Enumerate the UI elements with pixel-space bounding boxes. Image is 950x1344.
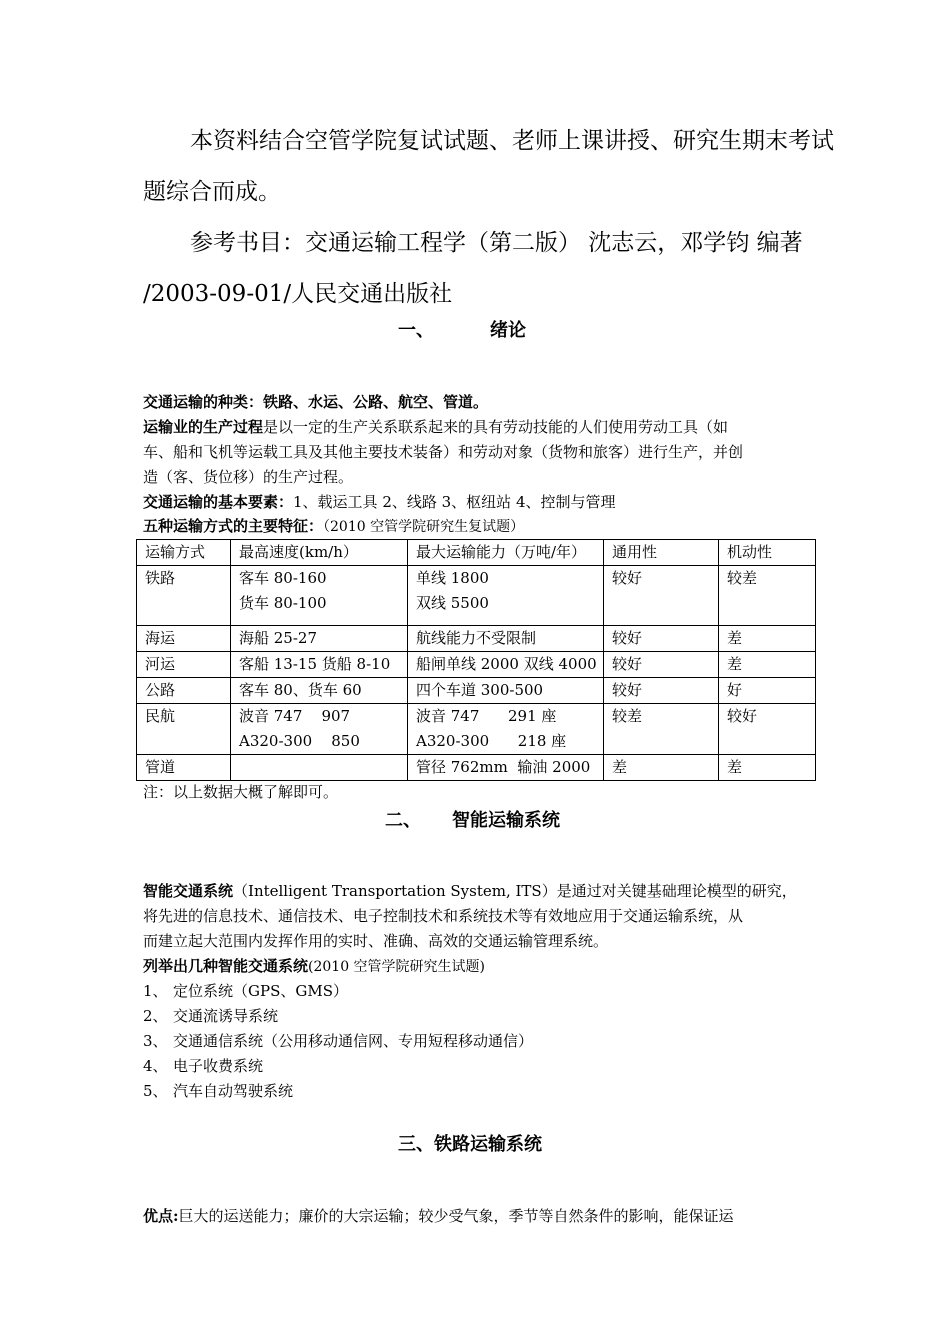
list-item	[143, 1004, 278, 1029]
table-cell-speed	[231, 755, 408, 781]
table-cell-mobility: 差	[719, 626, 816, 652]
table-row	[137, 566, 816, 626]
table-cell-speed	[231, 704, 408, 755]
table-cell-capacity	[408, 704, 604, 755]
section-1-title: 绪论	[490, 320, 526, 341]
list-number: 5、	[143, 1082, 168, 1100]
production-process-paragraph	[143, 415, 811, 490]
features-label: 五种运输方式的主要特征：	[143, 517, 324, 535]
table-note: 注：以上数据大概了解即可。	[143, 783, 339, 801]
list-item	[143, 979, 348, 1004]
list-number: 2、	[143, 1007, 168, 1025]
transport-types	[143, 390, 811, 415]
table-header-cell: 最高速度(km/h）	[231, 540, 408, 566]
railway-advantages-label: 优点:	[143, 1207, 179, 1225]
its-paragraph	[143, 879, 811, 954]
cell-line: 波音 747 291 座	[416, 707, 557, 725]
list-item	[143, 1029, 533, 1054]
list-number: 3、	[143, 1032, 168, 1050]
table-cell-mode: 铁路	[137, 566, 231, 626]
list-number: 4、	[143, 1057, 168, 1075]
its-label: 智能交通系统	[143, 882, 234, 900]
production-process-line-1: 是以一定的生产关系联系起来的具有劳动技能的人们使用劳动工具（如	[263, 418, 729, 436]
table-cell-general: 较好	[604, 652, 719, 678]
section-2-number: 二、	[385, 810, 421, 831]
features-note: （2010 空管学院研究生复试题）	[323, 519, 525, 535]
table-row	[137, 626, 816, 652]
cell-line: 双线 5500	[416, 594, 489, 612]
list-text: 汽车自动驾驶系统	[173, 1082, 294, 1100]
table-cell-mobility: 较好	[719, 704, 816, 755]
cell-line: A320-300 850	[239, 732, 360, 750]
table-cell-speed: 客船 13-15 货船 8-10	[231, 652, 408, 678]
section-2-title: 智能运输系统	[452, 810, 560, 831]
features-heading	[143, 514, 811, 540]
table-row	[137, 678, 816, 704]
its-list-note: (2010 空管学院研究生试题)	[308, 959, 486, 975]
railway-advantages-text: 巨大的运送能力；廉价的大宗运输；较少受气象，季节等自然条件的影响，能保证运	[178, 1207, 734, 1225]
table-cell-speed: 海船 25-27	[231, 626, 408, 652]
table-header-cell: 运输方式	[137, 540, 231, 566]
its-list-label: 列举出几种智能交通系统	[143, 957, 309, 975]
section-1-number: 一、	[398, 320, 434, 341]
its-line-1: （Intelligent Transportation System, ITS）是通过对关键基础理论模型的研究，	[233, 882, 797, 900]
railway-advantages	[143, 1204, 811, 1229]
production-process-label: 运输业的生产过程	[143, 418, 264, 436]
table-cell-mode: 民航	[137, 704, 231, 755]
cell-line: 波音 747 907	[239, 707, 351, 725]
intro-line-4: /2003-09-01/人民交通出版社	[143, 281, 453, 307]
list-text: 定位系统（GPS、GMS）	[173, 982, 348, 1000]
its-line-2: 将先进的信息技术、通信技术、电子控制技术和系统技术等有效地应用于交通运输系统，从	[143, 907, 744, 925]
table-cell-mode: 河运	[137, 652, 231, 678]
intro-line-1: 本资料结合空管学院复试试题、老师上课讲授、研究生期末考试	[190, 128, 834, 154]
list-number: 1、	[143, 982, 168, 1000]
basic-elements-label: 交通运输的基本要素：	[143, 493, 294, 511]
table-cell-general: 较好	[604, 678, 719, 704]
table-cell-capacity: 管径 762mm 输油 2000	[408, 755, 604, 781]
table-cell-mode: 管道	[137, 755, 231, 781]
transport-types-text: 交通运输的种类：铁路、水运、公路、航空、管道。	[143, 393, 489, 411]
table-cell-capacity: 四个车道 300-500	[408, 678, 604, 704]
intro-line-3: 参考书目：交通运输工程学（第二版） 沈志云，邓学钧 编著	[190, 230, 803, 256]
table-row	[137, 652, 816, 678]
cell-line: 单线 1800	[416, 569, 489, 587]
table-cell-general: 较好	[604, 626, 719, 652]
intro-line-2: 题综合而成。	[143, 179, 281, 205]
table-cell-mobility: 好	[719, 678, 816, 704]
list-text: 电子收费系统	[173, 1057, 264, 1075]
table-cell-mobility: 较差	[719, 566, 816, 626]
cell-line: A320-300 218 座	[416, 732, 567, 750]
cell-line: 客车 80-160	[239, 569, 327, 587]
list-text: 交通通信系统（公用移动通信网、专用短程移动通信）	[173, 1032, 534, 1050]
basic-elements	[143, 490, 811, 515]
its-list-heading	[143, 954, 811, 980]
table-header-cell: 最大运输能力（万吨/年）	[408, 540, 604, 566]
table-cell-mode: 公路	[137, 678, 231, 704]
list-item	[143, 1054, 263, 1079]
table-header-row	[137, 540, 816, 566]
list-item	[143, 1079, 293, 1104]
table-cell-capacity: 船闸单线 2000 双线 4000	[408, 652, 604, 678]
table-header-cell: 机动性	[719, 540, 816, 566]
its-line-3: 而建立起大范围内发挥作用的实时、准确、高效的交通运输管理系统。	[143, 932, 609, 950]
production-process-line-2: 车、船和飞机等运载工具及其他主要技术装备）和劳动对象（货物和旅客）进行生产，并创	[143, 443, 744, 461]
table-cell-mode: 海运	[137, 626, 231, 652]
production-process-line-3: 造（客、货位移）的生产过程。	[143, 468, 354, 486]
table-cell-capacity: 航线能力不受限制	[408, 626, 604, 652]
section-3-heading: 三、铁路运输系统	[398, 1134, 542, 1155]
table-cell-speed	[231, 566, 408, 626]
table-row	[137, 755, 816, 781]
transport-features-table	[136, 539, 816, 781]
table-header-cell: 通用性	[604, 540, 719, 566]
list-text: 交通流诱导系统	[173, 1007, 279, 1025]
cell-line: 货车 80-100	[239, 594, 327, 612]
table-row	[137, 704, 816, 755]
table-cell-general: 较好	[604, 566, 719, 626]
basic-elements-text: 1、载运工具 2、线路 3、枢纽站 4、控制与管理	[293, 493, 616, 511]
table-cell-general: 差	[604, 755, 719, 781]
table-cell-mobility: 差	[719, 652, 816, 678]
table-cell-capacity	[408, 566, 604, 626]
table-cell-general: 较差	[604, 704, 719, 755]
table-cell-mobility: 差	[719, 755, 816, 781]
table-cell-speed: 客车 80、货车 60	[231, 678, 408, 704]
